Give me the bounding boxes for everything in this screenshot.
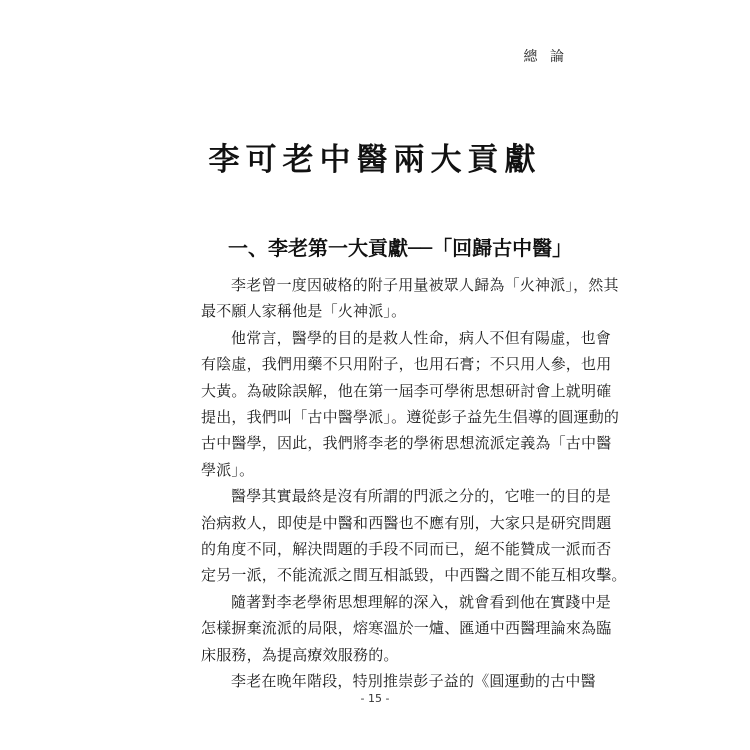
text-line: 怎樣摒棄流派的局限，熔寒溫於一爐、匯通中西醫理論來為臨: [201, 619, 612, 638]
text-line: 李老在晚年階段，特別推崇彭子益的《圓運動的古中醫: [231, 672, 596, 691]
text-line: 李老曾一度因破格的附子用量被眾人歸為「火神派」，然其: [231, 276, 619, 294]
text-line: 學派」。: [201, 460, 255, 479]
text-line: 床服務，為提高療效服務的。: [201, 645, 399, 664]
paragraph: [201, 325, 620, 483]
body-text: [201, 272, 627, 695]
text-line: 最不願人家稱他是「火神派」。: [201, 302, 407, 321]
section-heading: 一、李老第一大貢獻──「回歸古中醫」: [228, 236, 573, 260]
paragraph: [201, 589, 612, 668]
text-line: 大黃。為破除誤解，他在第一屆李可學術思想研討會上就明確: [201, 381, 612, 400]
chapter-title: 李可老中醫兩大貢獻: [208, 142, 542, 178]
running-header: 總 論: [523, 49, 568, 65]
text-line: 治病救人，即使是中醫和西醫也不應有別，大家只是研究問題: [201, 513, 612, 532]
text-line: 醫學其實最終是沒有所謂的門派之分的，它唯一的目的是: [231, 487, 612, 506]
text-line: 定另一派，不能流派之間互相詆毀，中西醫之間不能互相攻擊。: [201, 566, 627, 585]
text-line: 提出，我們叫「古中醫學派」。遵從彭子益先生倡導的圓運動的: [201, 408, 620, 427]
paragraph: [201, 483, 627, 589]
paragraph: [201, 272, 619, 325]
text-line: 隨著對李老學術思想理解的深入，就會看到他在實踐中是: [231, 592, 612, 611]
text-line: 他常言，醫學的目的是救人性命，病人不但有陽虛，也會: [231, 328, 612, 347]
text-line: 的角度不同，解決問題的手段不同而已，絕不能贊成一派而否: [201, 540, 612, 559]
page-number: - 15 -: [360, 692, 390, 705]
text-line: 有陰虛，我們用藥不只用附子，也用石膏；不只用人參，也用: [201, 355, 612, 374]
paragraph: [201, 668, 596, 694]
text-line: 古中醫學，因此，我們將李老的學術思想流派定義為「古中醫: [201, 434, 612, 453]
